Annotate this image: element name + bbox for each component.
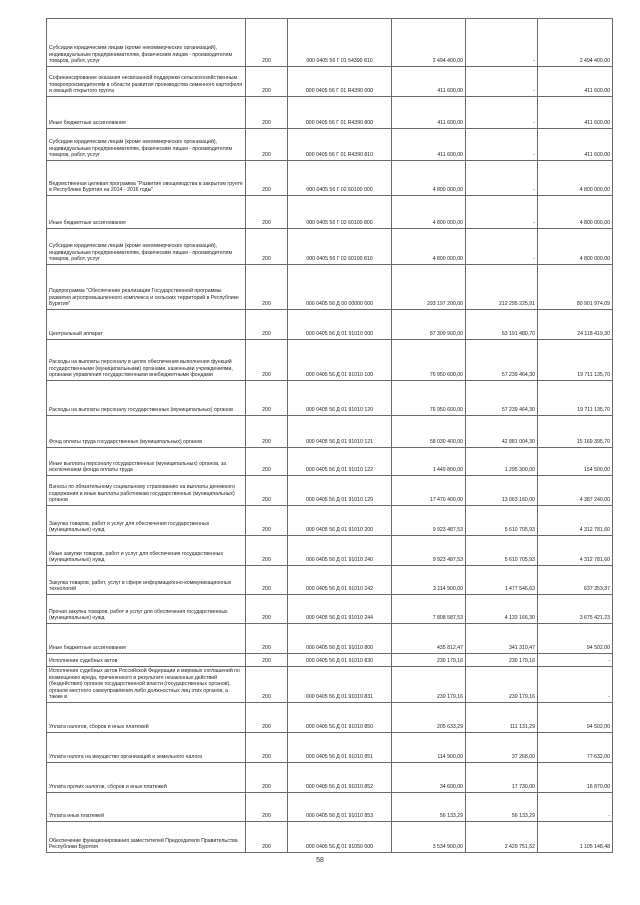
row-approved: 435 812,47 xyxy=(392,624,466,654)
row-executed: - xyxy=(466,229,538,265)
row-code: 200 xyxy=(246,161,288,196)
row-name: Взносы по обязательному социальному страхованию на выплаты денежного содержания и иные выплаты работникам государственных (муниципальных) органов xyxy=(47,476,246,506)
row-approved: 2 494 400,00 xyxy=(392,19,466,67)
row-remaining: 19 711 135,70 xyxy=(538,340,613,381)
row-kbk: 000 0405 56 Д 01 91010 853 xyxy=(288,793,392,822)
row-name: Расходы на выплаты персоналу государственных (муниципальных) органов xyxy=(47,381,246,416)
row-name: Уплата прочих налогов, сборов и иных платежей xyxy=(47,763,246,793)
row-kbk: 000 0405 56 Г 01 R4390 000 xyxy=(288,67,392,97)
row-executed: 1 477 546,63 xyxy=(466,566,538,595)
row-name: Фонд оплаты труда государственных (муниципальных) органов xyxy=(47,416,246,448)
row-approved: 3 534 900,00 xyxy=(392,822,466,853)
row-remaining: 411 600,00 xyxy=(538,67,613,97)
row-code: 200 xyxy=(246,310,288,340)
budget-table xyxy=(46,18,613,853)
row-name: Субсидии юридическим лицам (кроме некоммерческих организаций), индивидуальным предпринимателям, физическим лицам - производителям товаров, работ, услуг xyxy=(47,129,246,161)
row-name: Иные бюджетные ассигнования xyxy=(47,196,246,229)
row-name: Ведомственная целевая программа "Развитие овощеводства в закрытом грунте в Республике Бурятия на 2014 - 2016 годы" xyxy=(47,161,246,196)
row-name: Уплата иных платежей xyxy=(47,793,246,822)
table-row xyxy=(47,129,613,161)
row-remaining: 1 105 148,48 xyxy=(538,822,613,853)
row-executed: 37 268,00 xyxy=(466,733,538,763)
row-remaining: 154 500,00 xyxy=(538,448,613,476)
row-approved: 4 800 000,00 xyxy=(392,161,466,196)
row-kbk: 000 0405 56 Д 01 91050 000 xyxy=(288,822,392,853)
row-name: Иные бюджетные ассигнования xyxy=(47,624,246,654)
row-executed: 341 310,47 xyxy=(466,624,538,654)
row-code: 200 xyxy=(246,381,288,416)
row-approved: 230 179,16 xyxy=(392,667,466,703)
table-row xyxy=(47,229,613,265)
row-approved: 7 808 587,53 xyxy=(392,595,466,624)
row-code: 200 xyxy=(246,448,288,476)
row-name: Иные выплаты персоналу государственных (муниципальных) органов, за исключением фонда оплаты труда xyxy=(47,448,246,476)
row-kbk: 000 0405 56 Д 01 91010 831 xyxy=(288,667,392,703)
row-approved: 230 179,16 xyxy=(392,654,466,667)
row-executed: 63 191 480,70 xyxy=(466,310,538,340)
row-name: Обеспечение функционирования заместителей Председателя Правительства Республики Бурятия xyxy=(47,822,246,853)
row-remaining: 94 502,00 xyxy=(538,703,613,733)
row-kbk: 000 0405 56 Г 02 60100 810 xyxy=(288,229,392,265)
row-executed: 1 295 300,00 xyxy=(466,448,538,476)
row-executed: 230 179,16 xyxy=(466,654,538,667)
row-remaining: 4 312 781,60 xyxy=(538,536,613,566)
row-name: Уплата налогов, сборов и иных платежей xyxy=(47,703,246,733)
row-approved: 205 633,29 xyxy=(392,703,466,733)
table-row xyxy=(47,793,613,822)
table-row xyxy=(47,19,613,67)
row-executed: 57 239 464,30 xyxy=(466,381,538,416)
row-code: 200 xyxy=(246,129,288,161)
row-executed: 5 610 705,93 xyxy=(466,536,538,566)
row-executed: - xyxy=(466,161,538,196)
row-executed: 17 730,00 xyxy=(466,763,538,793)
row-kbk: 000 0405 56 Д 01 91010 830 xyxy=(288,654,392,667)
row-kbk: 000 0405 56 Г 01 R4390 810 xyxy=(288,129,392,161)
table-row xyxy=(47,595,613,624)
row-remaining: 637 353,37 xyxy=(538,566,613,595)
row-approved: 34 600,00 xyxy=(392,763,466,793)
row-executed: 57 239 464,30 xyxy=(466,340,538,381)
row-kbk: 000 0405 56 Д 01 91010 851 xyxy=(288,733,392,763)
table-row xyxy=(47,196,613,229)
table-row xyxy=(47,624,613,654)
row-remaining: 411 600,00 xyxy=(538,97,613,129)
row-approved: 411 600,00 xyxy=(392,129,466,161)
table-row xyxy=(47,381,613,416)
table-row xyxy=(47,310,613,340)
row-executed: - xyxy=(466,129,538,161)
row-remaining: 3 675 421,23 xyxy=(538,595,613,624)
row-approved: 411 600,00 xyxy=(392,67,466,97)
row-remaining: 15 169 395,70 xyxy=(538,416,613,448)
row-executed: 5 610 705,93 xyxy=(466,506,538,536)
row-remaining: 24 118 419,30 xyxy=(538,310,613,340)
table-row xyxy=(47,536,613,566)
row-approved: 9 923 487,53 xyxy=(392,506,466,536)
table-row xyxy=(47,448,613,476)
table-row xyxy=(47,566,613,595)
table-row xyxy=(47,476,613,506)
table-row xyxy=(47,97,613,129)
row-remaining: 80 901 974,09 xyxy=(538,265,613,310)
table-row xyxy=(47,654,613,667)
row-name: Расходы на выплаты персоналу в целях обеспечения выполнения функций государственными (муниципальными) органами, казенными учреждениями, органами управления государственными внебюджетными фондами xyxy=(47,340,246,381)
row-code: 200 xyxy=(246,763,288,793)
row-kbk: 000 0405 56 Д 01 91010 120 xyxy=(288,381,392,416)
row-code: 200 xyxy=(246,793,288,822)
row-code: 200 xyxy=(246,667,288,703)
row-code: 200 xyxy=(246,624,288,654)
row-approved: 87 309 900,00 xyxy=(392,310,466,340)
row-code: 200 xyxy=(246,566,288,595)
table-row xyxy=(47,763,613,793)
page-number: 58 xyxy=(316,857,324,864)
row-executed: - xyxy=(466,196,538,229)
row-executed: - xyxy=(466,19,538,67)
row-kbk: 000 0405 56 Д 01 91010 000 xyxy=(288,310,392,340)
row-code: 200 xyxy=(246,416,288,448)
row-kbk: 000 0405 56 Д 01 91010 850 xyxy=(288,703,392,733)
row-kbk: 000 0405 56 Д 00 00000 000 xyxy=(288,265,392,310)
row-remaining: 16 870,00 xyxy=(538,763,613,793)
row-executed: 2 429 751,52 xyxy=(466,822,538,853)
row-executed: 230 179,16 xyxy=(466,667,538,703)
row-kbk: 000 0405 56 Д 01 91010 244 xyxy=(288,595,392,624)
row-name: Субсидии юридическим лицам (кроме некоммерческих организаций), индивидуальным предпринимателям, физическим лицам - производителям товаров, работ, услуг xyxy=(47,229,246,265)
row-name: Исполнение судебных актов Российской Федерации и мировых соглашений по возмещению вреда, причиненного в результате незаконных действий (бездействия) органов государственной власти (государственных органов), органов местного самоуправления либо должностных лиц этих органов, а также в xyxy=(47,667,246,703)
row-approved: 114 900,00 xyxy=(392,733,466,763)
row-code: 200 xyxy=(246,229,288,265)
table-row xyxy=(47,161,613,196)
row-executed: 4 133 166,30 xyxy=(466,595,538,624)
row-code: 200 xyxy=(246,703,288,733)
row-code: 200 xyxy=(246,196,288,229)
row-executed: 56 133,29 xyxy=(466,793,538,822)
row-code: 200 xyxy=(246,506,288,536)
row-code: 200 xyxy=(246,733,288,763)
row-code: 200 xyxy=(246,536,288,566)
row-approved: 1 449 800,00 xyxy=(392,448,466,476)
row-approved: 56 133,29 xyxy=(392,793,466,822)
row-kbk: 000 0405 56 Д 01 91010 122 xyxy=(288,448,392,476)
row-remaining: - xyxy=(538,667,613,703)
row-approved: 17 470 400,00 xyxy=(392,476,466,506)
row-remaining: 77 632,00 xyxy=(538,733,613,763)
row-kbk: 000 0405 56 Д 01 91010 852 xyxy=(288,763,392,793)
row-executed: 212 295 225,91 xyxy=(466,265,538,310)
row-remaining: 411 600,00 xyxy=(538,129,613,161)
row-approved: 58 030 400,00 xyxy=(392,416,466,448)
row-kbk: 000 0405 56 Г 01 R4390 800 xyxy=(288,97,392,129)
row-name: Закупка товаров, работ, услуг в сфере информационно-коммуникационных технологий xyxy=(47,566,246,595)
budget-execution-table-page xyxy=(46,18,612,853)
row-kbk: 000 0405 56 Д 01 91010 200 xyxy=(288,506,392,536)
row-approved: 411 600,00 xyxy=(392,97,466,129)
row-code: 200 xyxy=(246,67,288,97)
row-kbk: 000 0405 56 Д 01 91010 242 xyxy=(288,566,392,595)
row-approved: 4 800 000,00 xyxy=(392,196,466,229)
row-executed: 42 881 004,30 xyxy=(466,416,538,448)
row-name: Софинансирование оказания несвязанной поддержки сельскохозяйственным товаропроизводителям в области развития производства семенного картофеля и овощей открытого грунта xyxy=(47,67,246,97)
table-row xyxy=(47,733,613,763)
row-remaining: 4 312 781,60 xyxy=(538,506,613,536)
row-kbk: 000 0405 56 Д 01 91010 100 xyxy=(288,340,392,381)
row-approved: 9 923 487,53 xyxy=(392,536,466,566)
row-name: Закупка товаров, работ и услуг для обеспечения государственных (муниципальных) нужд xyxy=(47,506,246,536)
row-remaining: 4 800 000,00 xyxy=(538,196,613,229)
row-name: Уплата налога на имущество организаций и земельного налога xyxy=(47,733,246,763)
row-remaining: - xyxy=(538,654,613,667)
row-executed: - xyxy=(466,97,538,129)
row-remaining: 4 387 240,00 xyxy=(538,476,613,506)
row-executed: 111 131,29 xyxy=(466,703,538,733)
row-name: Центральный аппарат xyxy=(47,310,246,340)
table-row xyxy=(47,506,613,536)
table-row xyxy=(47,265,613,310)
row-remaining: 4 800 000,00 xyxy=(538,161,613,196)
row-approved: 293 197 200,00 xyxy=(392,265,466,310)
row-approved: 76 950 600,00 xyxy=(392,381,466,416)
row-code: 200 xyxy=(246,595,288,624)
row-name: Иные закупки товаров, работ и услуг для обеспечения государственных (муниципальных) нужд xyxy=(47,536,246,566)
row-code: 200 xyxy=(246,654,288,667)
row-remaining: 4 800 000,00 xyxy=(538,229,613,265)
row-code: 200 xyxy=(246,822,288,853)
row-code: 200 xyxy=(246,265,288,310)
row-code: 200 xyxy=(246,340,288,381)
row-remaining: 94 502,00 xyxy=(538,624,613,654)
row-name: Иные бюджетные ассигнования xyxy=(47,97,246,129)
row-kbk: 000 0405 56 Д 01 91010 800 xyxy=(288,624,392,654)
table-row xyxy=(47,67,613,97)
row-executed: 13 063 160,00 xyxy=(466,476,538,506)
row-kbk: 000 0405 56 Д 01 91010 129 xyxy=(288,476,392,506)
row-remaining: 2 494 400,00 xyxy=(538,19,613,67)
row-code: 200 xyxy=(246,476,288,506)
row-remaining: 19 711 135,70 xyxy=(538,381,613,416)
row-approved: 4 800 000,00 xyxy=(392,229,466,265)
table-row xyxy=(47,822,613,853)
row-approved: 2 114 900,00 xyxy=(392,566,466,595)
table-row xyxy=(47,416,613,448)
row-remaining: - xyxy=(538,793,613,822)
row-executed: - xyxy=(466,67,538,97)
row-kbk: 000 0405 56 Д 01 91010 121 xyxy=(288,416,392,448)
row-kbk: 000 0405 56 Г 02 60100 800 xyxy=(288,196,392,229)
row-kbk: 000 0405 56 Д 01 91010 240 xyxy=(288,536,392,566)
table-row xyxy=(47,340,613,381)
row-name: Прочая закупка товаров, работ и услуг для обеспечения государственных (муниципальных) нужд xyxy=(47,595,246,624)
table-body xyxy=(47,19,613,853)
row-code: 200 xyxy=(246,19,288,67)
row-name: Исполнение судебных актов xyxy=(47,654,246,667)
table-row xyxy=(47,703,613,733)
row-kbk: 000 0405 56 Г 01 54390 810 xyxy=(288,19,392,67)
table-row xyxy=(47,667,613,703)
row-name: Субсидии юридическим лицам (кроме некоммерческих организаций), индивидуальным предпринимателям, физическим лицам - производителям товаров, работ, услуг xyxy=(47,19,246,67)
row-kbk: 000 0405 56 Г 02 60100 000 xyxy=(288,161,392,196)
row-name: Подпрограмма "Обеспечение реализации Государственной программы развития агропромышленного комплекса и сельских территорий в Республике Бурятия" xyxy=(47,265,246,310)
row-code: 200 xyxy=(246,97,288,129)
row-approved: 76 950 600,00 xyxy=(392,340,466,381)
